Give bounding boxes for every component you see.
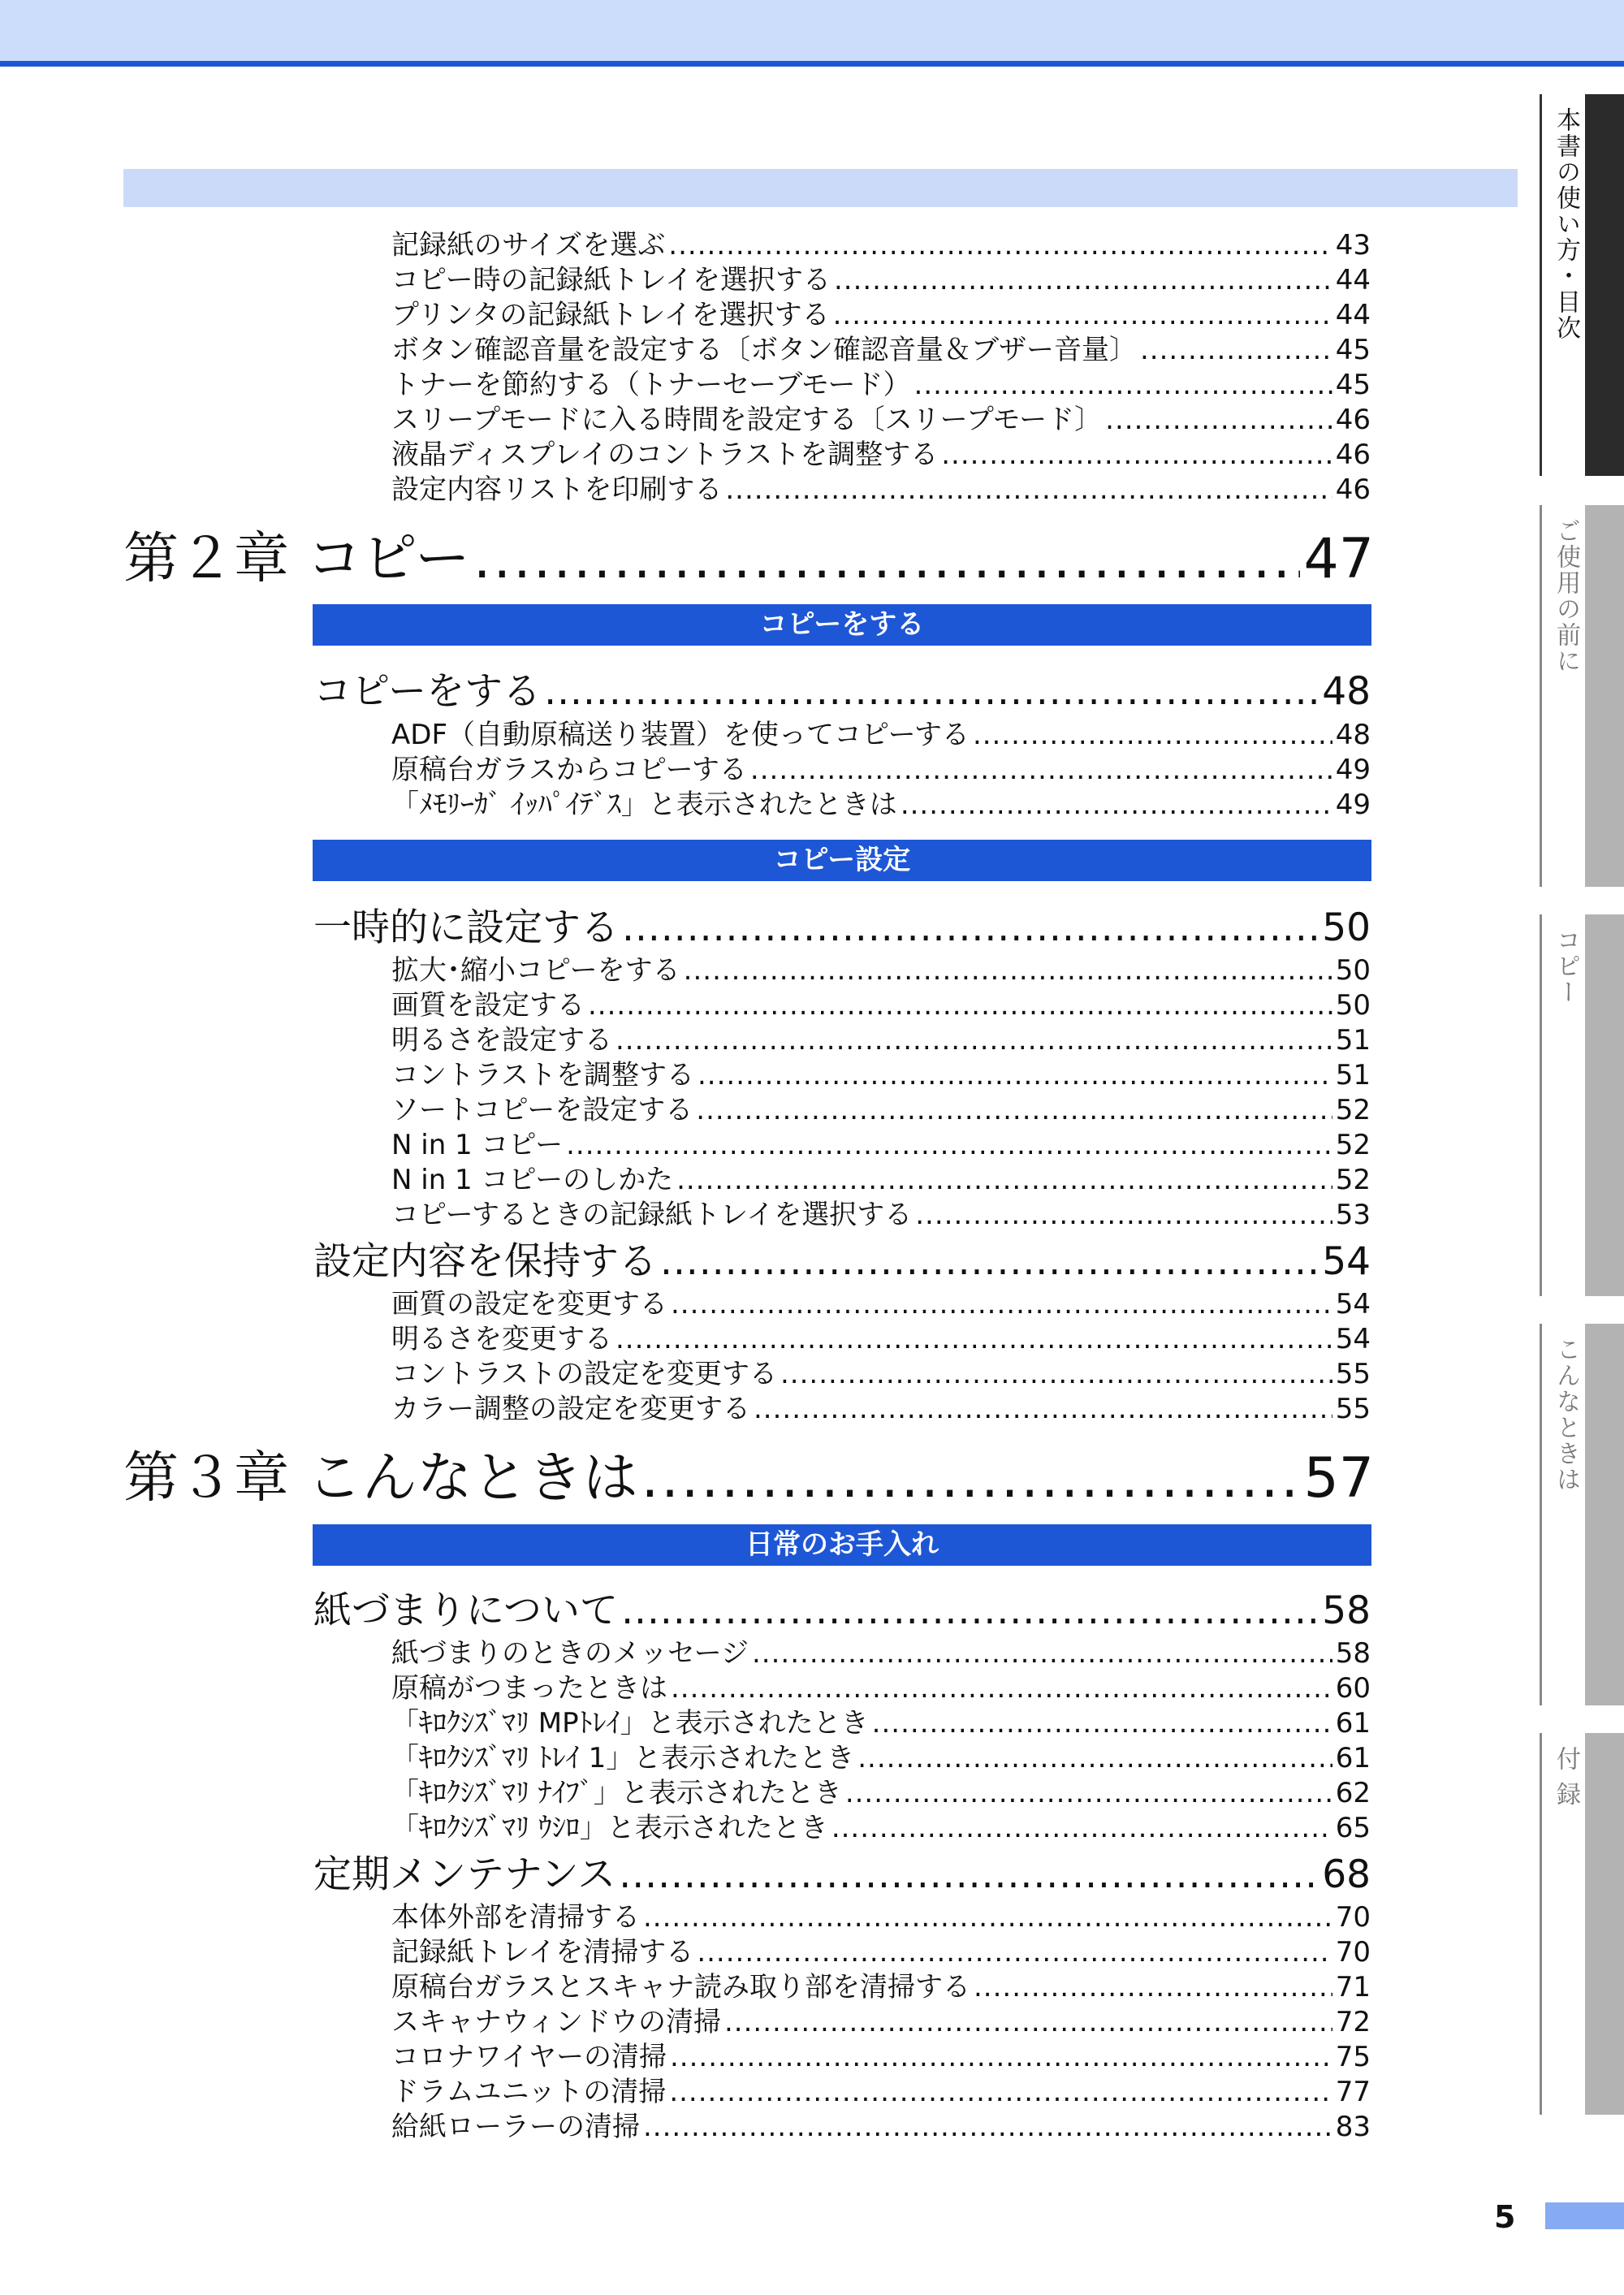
chapter-label: 第３章 こんなときは: [123, 1446, 638, 1501]
leader-dots: [671, 1672, 1332, 1701]
chapter-page: 47: [1303, 527, 1374, 581]
leader-dots: [901, 789, 1332, 817]
page-marker: [1545, 2202, 1624, 2229]
tab-edge: [1540, 914, 1542, 1296]
leader-dots: [643, 1901, 1332, 1930]
leader-dots: [643, 2111, 1332, 2139]
leader-dots: [544, 669, 1319, 710]
toc-item-page: 52: [1335, 1094, 1371, 1122]
leader-dots: [725, 473, 1332, 502]
side-tab-label: ご使用の前に: [1552, 518, 1580, 674]
side-tab-troubleshooting[interactable]: [1540, 1324, 1624, 1705]
toc-item[interactable]: [391, 782, 1371, 817]
leader-dots: [833, 299, 1332, 327]
toc-section-page: 50: [1322, 905, 1371, 946]
toc-item-label: 「ﾒﾓﾘｰｶﾞ ｲｯﾊﾟｲﾃﾞｽ」と表示されたときは: [391, 789, 897, 817]
toc-item[interactable]: [391, 362, 1371, 397]
leader-dots: [1105, 404, 1332, 432]
toc-item-label: 「ｷﾛｸｼｽﾞﾏﾘ ﾄﾚｲ 1」と表示されたとき: [391, 1742, 855, 1770]
leader-dots: [750, 754, 1332, 782]
toc-item-page: 51: [1335, 1024, 1371, 1052]
toc-item[interactable]: [391, 2104, 1371, 2139]
toc-section-label: 定期メンテナンス: [313, 1852, 616, 1893]
toc-item[interactable]: [391, 327, 1371, 362]
toc-item-label: 画質を設定する: [391, 989, 585, 1018]
toc-section[interactable]: [313, 1580, 1371, 1629]
leader-dots: [724, 2006, 1332, 2034]
side-tab-contents[interactable]: [1540, 94, 1624, 476]
toc-item[interactable]: [391, 1052, 1371, 1087]
toc-item[interactable]: [391, 1770, 1371, 1805]
toc-item-label: ドラムユニットの清掃: [391, 2076, 667, 2104]
section-band: [123, 169, 1518, 207]
toc-item-label: 原稿台ガラスとスキャナ読み取り部を清掃する: [391, 1971, 970, 1999]
leader-dots: [660, 1239, 1319, 1280]
toc-item-label: 本体外部を清掃する: [391, 1901, 640, 1930]
toc-item-label: 液晶ディスプレイのコントラストを調整する: [391, 439, 939, 467]
tab-marker: [1585, 505, 1624, 887]
group-bar: 日常のお手入れ: [313, 1524, 1371, 1566]
toc-section-page: 58: [1322, 1588, 1371, 1629]
chapter-label: 第２章 コピー: [123, 527, 470, 581]
side-tab-label: コピー: [1552, 927, 1580, 1005]
toc-item-page: 83: [1335, 2111, 1371, 2139]
toc-item-label: コロナワイヤーの清掃: [391, 2041, 667, 2069]
leader-dots: [872, 1707, 1332, 1735]
tab-edge: [1540, 94, 1542, 476]
toc-item-label: 紙づまりのときのメッセージ: [391, 1637, 749, 1666]
toc-item[interactable]: [391, 747, 1371, 782]
tab-marker: [1585, 914, 1624, 1296]
toc-item-page: 46: [1335, 404, 1371, 432]
leader-dots: [619, 1852, 1319, 1893]
toc-item[interactable]: [391, 1316, 1371, 1351]
toc-item[interactable]: [391, 292, 1371, 327]
toc-item-page: 75: [1335, 2041, 1371, 2069]
toc-item-label: コントラストを調整する: [391, 1059, 694, 1087]
toc-item[interactable]: [391, 1087, 1371, 1122]
leader-dots: [622, 905, 1319, 946]
toc-item[interactable]: [391, 1666, 1371, 1701]
toc-item[interactable]: [391, 223, 1371, 257]
toc-item-page: 52: [1335, 1129, 1371, 1157]
side-tab-before-use[interactable]: [1540, 505, 1624, 887]
tab-marker: [1585, 94, 1624, 476]
toc-item-page: 49: [1335, 754, 1371, 782]
toc-item[interactable]: [391, 1701, 1371, 1735]
toc-item[interactable]: [391, 712, 1371, 747]
toc-item-page: 43: [1335, 229, 1371, 257]
toc-item-page: 58: [1335, 1637, 1371, 1666]
toc-item[interactable]: [391, 432, 1371, 467]
side-tab-label: こんなときは: [1552, 1337, 1580, 1493]
leader-dots: [915, 1199, 1332, 1227]
toc-item[interactable]: [391, 1999, 1371, 2034]
toc-item[interactable]: [391, 1930, 1371, 1964]
tab-marker: [1585, 1733, 1624, 2115]
tab-edge: [1540, 1324, 1542, 1705]
toc-item-label: カラー調整の設定を変更する: [391, 1393, 750, 1421]
side-tab-copy[interactable]: [1540, 914, 1624, 1296]
toc-item[interactable]: [391, 1735, 1371, 1770]
toc-item-page: 49: [1335, 789, 1371, 817]
toc-item[interactable]: [391, 1386, 1371, 1421]
leader-dots: [641, 1446, 1301, 1501]
toc-section-label: 設定内容を保持する: [313, 1239, 657, 1280]
toc-item-page: 50: [1335, 989, 1371, 1018]
leader-dots: [834, 264, 1332, 292]
toc-item[interactable]: [391, 1281, 1371, 1316]
toc-item-page: 54: [1335, 1288, 1371, 1316]
toc-item-label: 「ｷﾛｸｼｽﾞﾏﾘ MPﾄﾚｲ」と表示されたとき: [391, 1707, 869, 1735]
leader-dots: [676, 1164, 1332, 1192]
toc-section[interactable]: [313, 1844, 1371, 1893]
toc-item-label: トナーを節約する（トナーセーブモード）: [391, 369, 911, 397]
toc-item[interactable]: [391, 1964, 1371, 1999]
leader-dots: [752, 1637, 1332, 1666]
leader-dots: [831, 1812, 1332, 1840]
tab-edge: [1540, 505, 1542, 887]
toc-item[interactable]: [391, 257, 1371, 292]
tab-marker: [1585, 1324, 1624, 1705]
toc-item[interactable]: [391, 2034, 1371, 2069]
header-rule: [0, 61, 1624, 67]
leader-dots: [615, 1024, 1332, 1052]
group-bar: コピー設定: [313, 840, 1371, 881]
toc-item-label: コントラストの設定を変更する: [391, 1358, 777, 1386]
leader-dots: [566, 1129, 1332, 1157]
toc-item-label: ボタン確認音量を設定する〔ボタン確認音量＆ブザー音量〕: [391, 334, 1137, 362]
toc-item-label: 「ｷﾛｸｼｽﾞﾏﾘ ｳｼﾛ」と表示されたとき: [391, 1812, 828, 1840]
toc-item-page: 72: [1335, 2006, 1371, 2034]
leader-dots: [697, 1936, 1332, 1964]
toc-item-label: 拡大･縮小コピーをする: [391, 954, 680, 983]
chapter-page: 57: [1303, 1446, 1374, 1501]
toc-item-label: 明るさを変更する: [391, 1323, 612, 1351]
toc-item[interactable]: [391, 1157, 1371, 1192]
toc-item[interactable]: [391, 467, 1371, 502]
toc-item-page: 44: [1335, 299, 1371, 327]
leader-dots: [698, 1059, 1332, 1087]
toc-section-page: 48: [1322, 669, 1371, 710]
leader-dots: [941, 439, 1332, 467]
toc-item-page: 70: [1335, 1936, 1371, 1964]
toc-item[interactable]: [391, 1122, 1371, 1157]
toc-item-page: 60: [1335, 1672, 1371, 1701]
toc-item-label: 記録紙のサイズを選ぶ: [391, 229, 666, 257]
side-tab-label: 付 録: [1552, 1746, 1580, 1808]
toc-item-page: 54: [1335, 1323, 1371, 1351]
toc-item-label: コピー時の記録紙トレイを選択する: [391, 264, 831, 292]
toc-item-label: 画質の設定を変更する: [391, 1288, 667, 1316]
toc-item-page: 53: [1335, 1199, 1371, 1227]
toc-item-page: 55: [1335, 1358, 1371, 1386]
toc-item-page: 51: [1335, 1059, 1371, 1087]
leader-dots: [696, 1094, 1332, 1122]
toc-section-label: コピーをする: [313, 669, 542, 710]
leader-dots: [671, 1288, 1332, 1316]
toc-item-page: 44: [1335, 264, 1371, 292]
toc-item-label: ソートコピーを設定する: [391, 1094, 693, 1122]
leader-dots: [473, 527, 1301, 581]
toc-item-page: 65: [1335, 1812, 1371, 1840]
leader-dots: [857, 1742, 1332, 1770]
toc-item[interactable]: [391, 983, 1371, 1018]
toc-item-label: 設定内容リストを印刷する: [391, 473, 723, 502]
leader-dots: [754, 1393, 1332, 1421]
leader-dots: [845, 1777, 1332, 1805]
toc-item-page: 61: [1335, 1742, 1371, 1770]
toc-item-page: 70: [1335, 1901, 1371, 1930]
toc-section-label: 一時的に設定する: [313, 905, 619, 946]
side-tab-label: 本書の使い方・目次: [1552, 107, 1580, 341]
leader-dots: [684, 954, 1332, 983]
toc-item-label: 記録紙トレイを清掃する: [391, 1936, 694, 1964]
toc-item-label: 給紙ローラーの清掃: [391, 2111, 640, 2139]
toc-item-label: 「ｷﾛｸｼｽﾞﾏﾘ ﾅｲﾌﾞ」と表示されたとき: [391, 1777, 842, 1805]
leader-dots: [973, 719, 1332, 747]
side-tab-appendix[interactable]: [1540, 1733, 1624, 2115]
toc-item-label: スリープモードに入る時間を設定する〔スリープモード〕: [391, 404, 1103, 432]
toc-item[interactable]: [391, 1895, 1371, 1930]
chapter-heading[interactable]: [123, 1434, 1374, 1501]
toc-item[interactable]: [391, 1192, 1371, 1227]
leader-dots: [780, 1358, 1332, 1386]
toc-item[interactable]: [391, 1631, 1371, 1666]
toc-item-label: N in 1 コピー: [391, 1129, 564, 1157]
toc-item[interactable]: [391, 397, 1371, 432]
toc-item-page: 62: [1335, 1777, 1371, 1805]
toc-item-page: 71: [1335, 1971, 1371, 1999]
leader-dots: [1140, 334, 1332, 362]
toc-section[interactable]: [313, 897, 1371, 946]
toc-item-page: 52: [1335, 1164, 1371, 1192]
toc-section-page: 54: [1322, 1239, 1371, 1280]
header-band: [0, 0, 1624, 61]
toc-section-label: 紙づまりについて: [313, 1588, 619, 1629]
leader-dots: [668, 229, 1332, 257]
toc-item-page: 46: [1335, 473, 1371, 502]
toc-item-label: 明るさを設定する: [391, 1024, 612, 1052]
toc-item-page: 77: [1335, 2076, 1371, 2104]
toc-item-label: スキャナウィンドウの清掃: [391, 2006, 721, 2034]
chapter-heading[interactable]: [123, 515, 1374, 581]
page-number: 5: [1494, 2199, 1516, 2235]
leader-dots: [615, 1323, 1332, 1351]
toc-item-page: 61: [1335, 1707, 1371, 1735]
toc-item-page: 45: [1335, 369, 1371, 397]
leader-dots: [621, 1588, 1319, 1629]
toc-section-page: 68: [1322, 1852, 1371, 1893]
toc-item-label: ADF（自動原稿送り装置）を使ってコピーする: [391, 719, 970, 747]
toc-section[interactable]: [313, 661, 1371, 710]
toc-item-page: 48: [1335, 719, 1371, 747]
toc-item-page: 46: [1335, 439, 1371, 467]
leader-dots: [669, 2076, 1332, 2104]
toc-section[interactable]: [313, 1231, 1371, 1280]
toc-item-label: 原稿がつまったときは: [391, 1672, 667, 1701]
toc-item-label: N in 1 コピーのしかた: [391, 1164, 674, 1192]
toc-item-label: 原稿台ガラスからコピーする: [391, 754, 747, 782]
toc-item[interactable]: [391, 948, 1371, 983]
toc-item[interactable]: [391, 1018, 1371, 1052]
toc-item-label: コピーするときの記録紙トレイを選択する: [391, 1199, 913, 1227]
toc-item-page: 55: [1335, 1393, 1371, 1421]
toc-item[interactable]: [391, 1805, 1371, 1840]
toc-item-label: プリンタの記録紙トレイを選択する: [391, 299, 830, 327]
leader-dots: [914, 369, 1332, 397]
group-bar: コピーをする: [313, 604, 1371, 646]
toc-item-page: 45: [1335, 334, 1371, 362]
leader-dots: [588, 989, 1332, 1018]
toc-item-page: 50: [1335, 954, 1371, 983]
toc-item[interactable]: [391, 2069, 1371, 2104]
toc-item[interactable]: [391, 1351, 1371, 1386]
leader-dots: [974, 1971, 1332, 1999]
leader-dots: [670, 2041, 1332, 2069]
tab-edge: [1540, 1733, 1542, 2115]
